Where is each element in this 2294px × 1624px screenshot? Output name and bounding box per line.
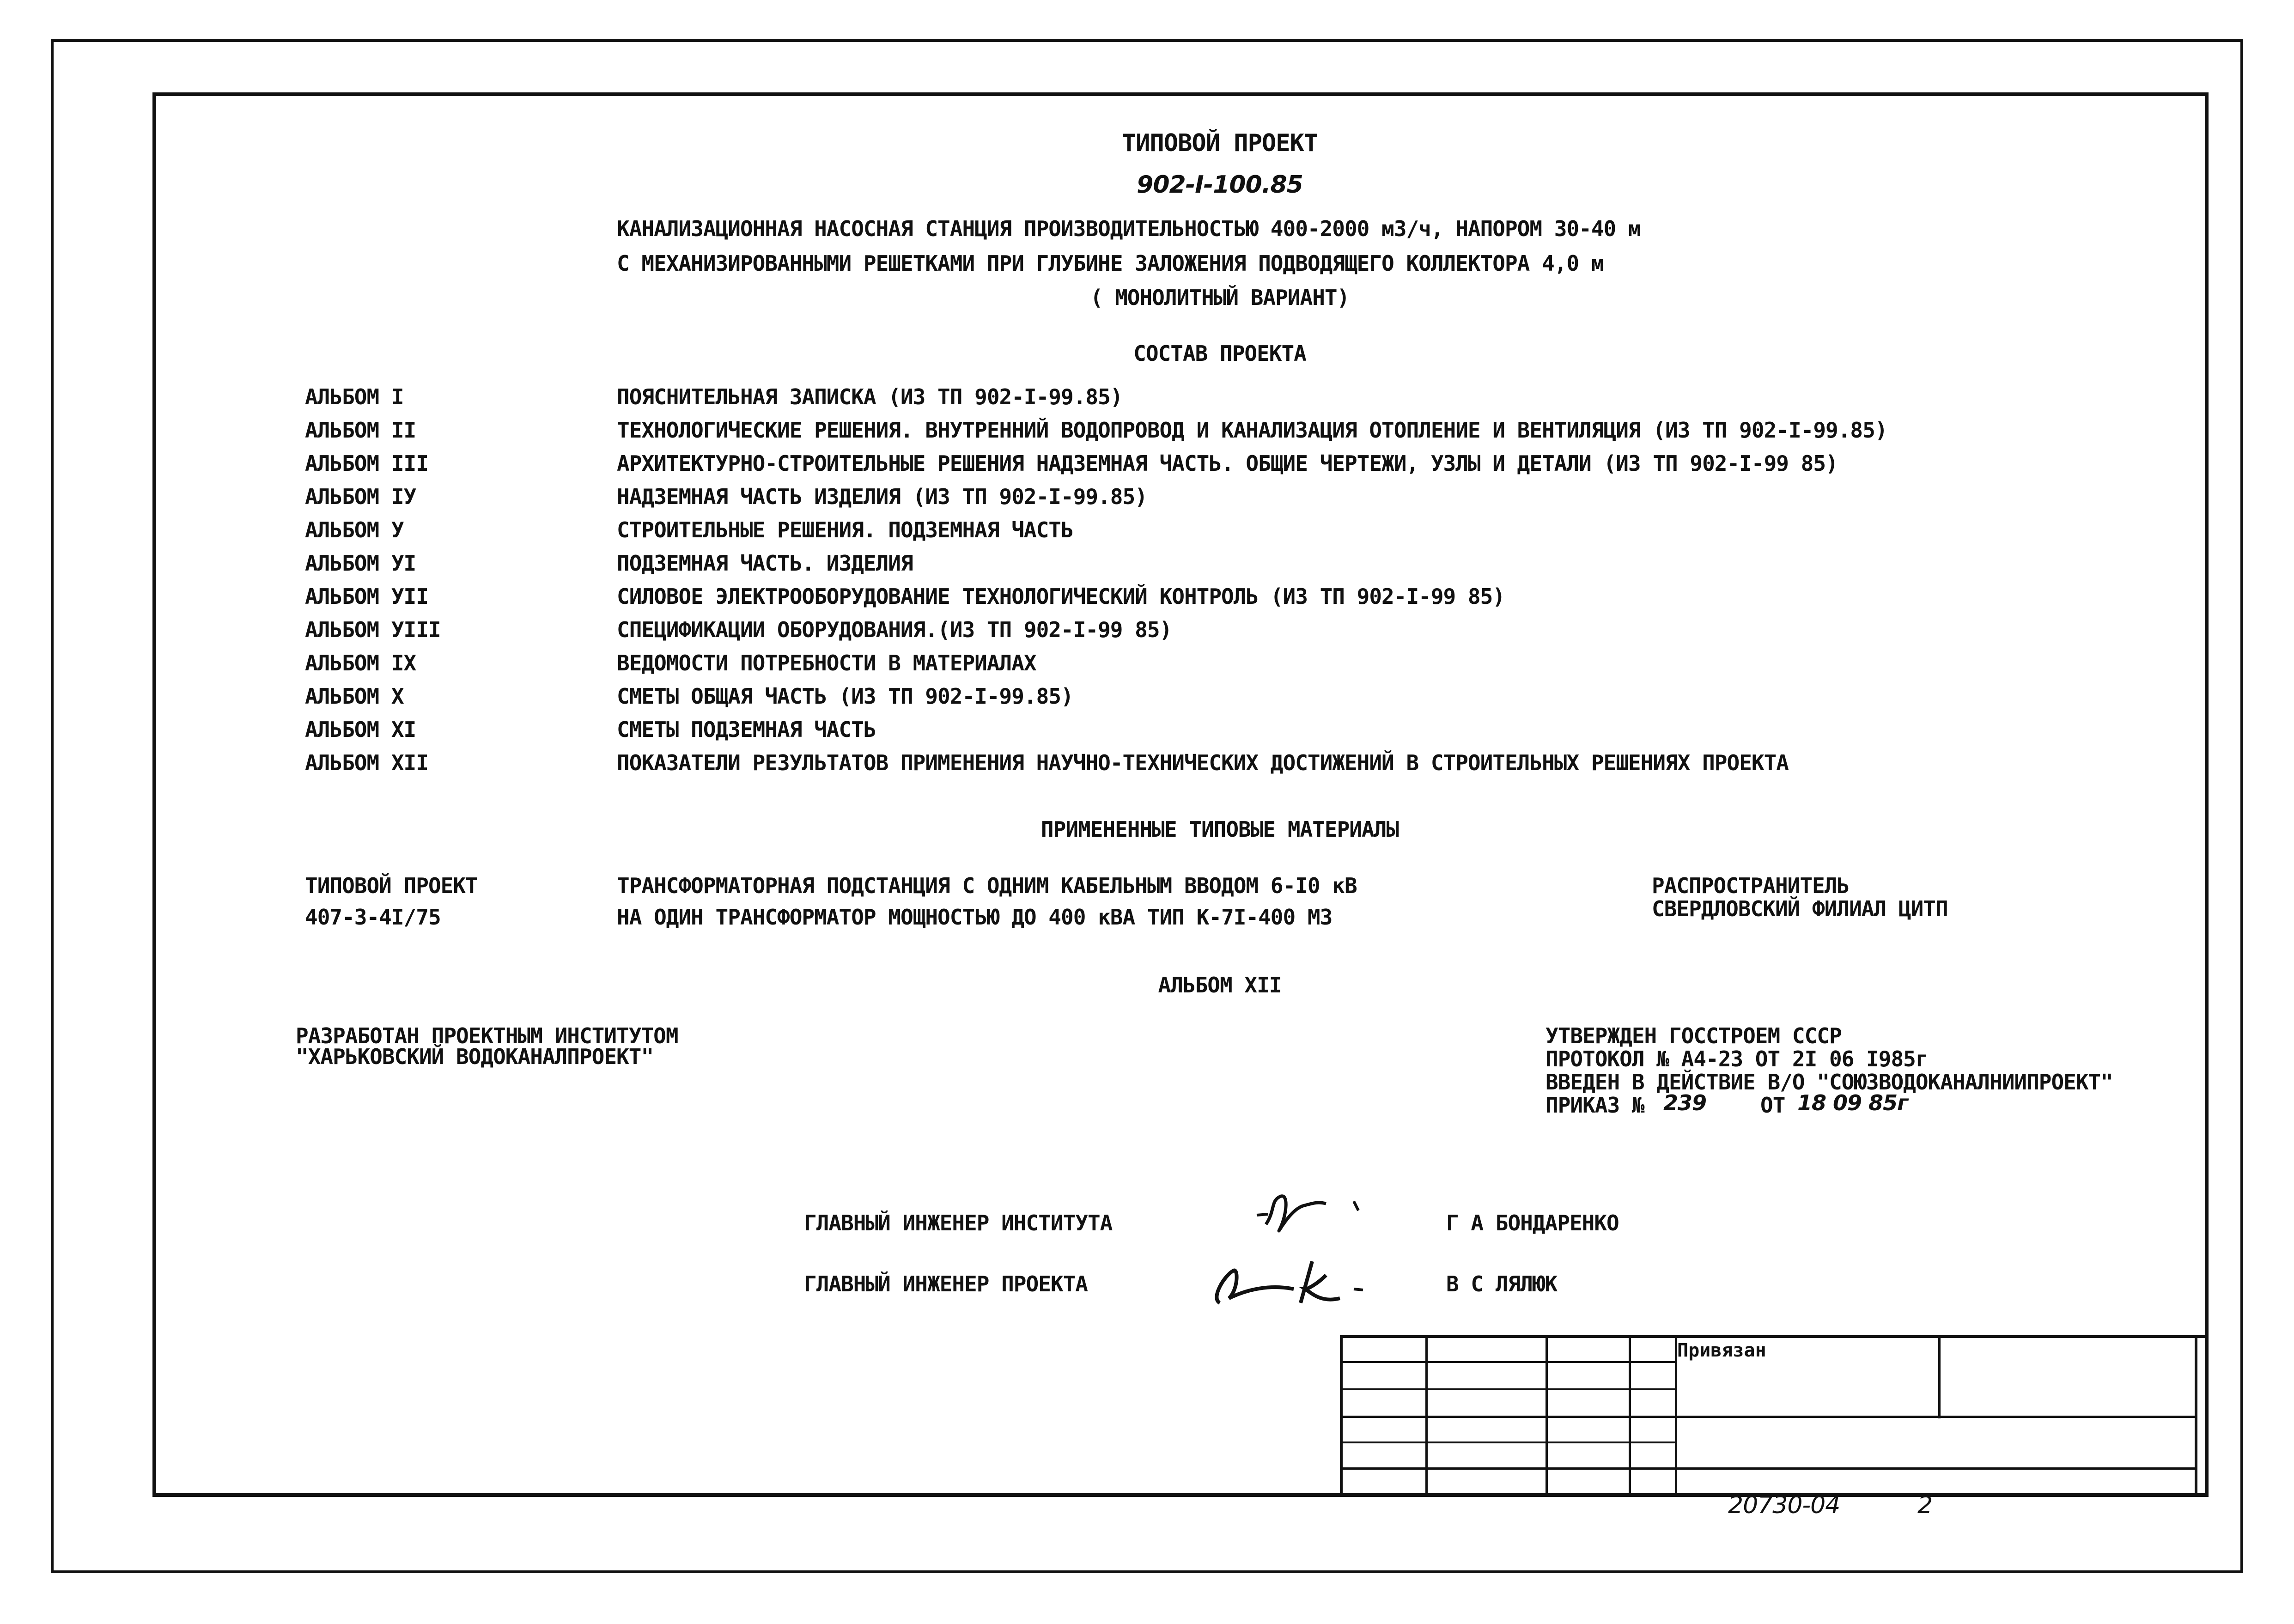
approval-line-3: ВВЕДЕН В ДЕЙСТВИЕ В/О "СОЮЗВОДОКАНАЛНИИПРОЕКТ": [1546, 1070, 2113, 1095]
composition-heading: СОСТАВ ПРОЕКТА: [1133, 341, 1306, 366]
project-kind: ТИПОВОЙ ПРОЕКТ: [1121, 129, 1318, 157]
album-desc: ПОЯСНИТЕЛЬНАЯ ЗАПИСКА (ИЗ ТП 902-I-99.85): [617, 384, 1123, 409]
album-desc: НАДЗЕМНАЯ ЧАСТЬ ИЗДЕЛИЯ (ИЗ ТП 902-I-99.85): [617, 484, 1147, 509]
sheet-code: 20730-04: [1728, 1491, 1840, 1519]
signature-mark-1: [1247, 1183, 1386, 1243]
title-line-2: С МЕХАНИЗИРОВАННЫМИ РЕШЕТКАМИ ПРИ ГЛУБИНЕ ЗАЛОЖЕНИЯ ПОДВОДЯЩЕГО КОЛЛЕКТОРА 4,0 м: [617, 251, 1604, 276]
approval-order-number: 239: [1663, 1090, 1707, 1115]
album-name: АЛЬБОМ I: [305, 384, 404, 409]
album-name: АЛЬБОМ У: [305, 517, 404, 542]
distributor-name: СВЕРДЛОВСКИЙ ФИЛИАЛ ЦИТП: [1652, 896, 1948, 921]
distributor-label: РАСПРОСТРАНИТЕЛЬ: [1652, 873, 1850, 898]
album-name: АЛЬБОМ УII: [305, 584, 428, 609]
album-desc: ПОДЗЕМНАЯ ЧАСТЬ. ИЗДЕЛИЯ: [617, 551, 913, 576]
album-desc: СМЕТЫ ПОДЗЕМНАЯ ЧАСТЬ: [617, 717, 876, 742]
album-name: АЛЬБОМ УIII: [305, 617, 441, 642]
developer-line-1: РАЗРАБОТАН ПРОЕКТНЫМ ИНСТИТУТОМ: [296, 1023, 678, 1048]
album-label: АЛЬБОМ XII: [1158, 973, 1282, 998]
album-name: АЛЬБОМ XI: [305, 717, 416, 742]
signature-role-2: ГЛАВНЫЙ ИНЖЕНЕР ПРОЕКТА: [804, 1271, 1088, 1296]
project-code: 902-I-100.85: [1137, 171, 1303, 199]
materials-desc-line-2: НА ОДИН ТРАНСФОРМАТОР МОЩНОСТЬЮ ДО 400 кВА ТИП К-7I-400 МЗ: [617, 905, 1333, 930]
album-name: АЛЬБОМ X: [305, 684, 404, 709]
approval-order-date: 18 09 85г: [1797, 1090, 1908, 1115]
signature-name-1: Г А БОНДАРЕНКО: [1446, 1210, 1619, 1235]
signature-name-2: В С ЛЯЛЮК: [1446, 1271, 1558, 1296]
album-desc: СПЕЦИФИКАЦИИ ОБОРУДОВАНИЯ.(ИЗ ТП 902-I-99 85): [617, 617, 1172, 642]
album-name: АЛЬБОМ II: [305, 418, 416, 443]
album-desc: ВЕДОМОСТИ ПОТРЕБНОСТИ В МАТЕРИАЛАХ: [617, 651, 1036, 675]
album-name: АЛЬБОМ XII: [305, 750, 428, 775]
signature-role-1: ГЛАВНЫЙ ИНЖЕНЕР ИНСТИТУТА: [804, 1210, 1113, 1235]
album-desc: ТЕХНОЛОГИЧЕСКИЕ РЕШЕНИЯ. ВНУТРЕННИЙ ВОДОПРОВОД И КАНАЛИЗАЦИЯ ОТОПЛЕНИЕ И ВЕНТИЛЯЦИЯ (ИЗ ТП 902-I-99.85): [617, 418, 1887, 443]
album-name: АЛЬБОМ III: [305, 451, 428, 476]
approval-order-prefix: ПРИКАЗ №: [1546, 1093, 1644, 1118]
stamp-bound-label: Привязан: [1677, 1340, 1766, 1361]
title-line-3: ( МОНОЛИТНЫЙ ВАРИАНТ): [1090, 285, 1350, 310]
approval-line-1: УТВЕРЖДЕН ГОССТРОЕМ СССР: [1546, 1023, 1842, 1048]
album-name: АЛЬБОМ IУ: [305, 484, 416, 509]
title-line-1: КАНАЛИЗАЦИОННАЯ НАСОСНАЯ СТАНЦИЯ ПРОИЗВОДИТЕЛЬНОСТЬЮ 400-2000 м3/ч, НАПОРОМ 30-40 м: [617, 216, 1641, 241]
sheet-number: 2: [1917, 1491, 1933, 1519]
album-desc: СМЕТЫ ОБЩАЯ ЧАСТЬ (ИЗ ТП 902-I-99.85): [617, 684, 1073, 709]
album-desc: СТРОИТЕЛЬНЫЕ РЕШЕНИЯ. ПОДЗЕМНАЯ ЧАСТЬ: [617, 517, 1073, 542]
album-desc: АРХИТЕКТУРНО-СТРОИТЕЛЬНЫЕ РЕШЕНИЯ НАДЗЕМНАЯ ЧАСТЬ. ОБЩИЕ ЧЕРТЕЖИ, УЗЛЫ И ДЕТАЛИ (ИЗ ТП 902-I-99 85): [617, 451, 1838, 476]
album-desc: СИЛОВОЕ ЭЛЕКТРООБОРУДОВАНИЕ ТЕХНОЛОГИЧЕСКИЙ КОНТРОЛЬ (ИЗ ТП 902-I-99 85): [617, 584, 1505, 609]
materials-heading: ПРИМЕНЕННЫЕ ТИПОВЫЕ МАТЕРИАЛЫ: [1041, 817, 1399, 842]
developer-line-2: "ХАРЬКОВСКИЙ ВОДОКАНАЛПРОЕКТ": [296, 1044, 654, 1069]
materials-desc-line-1: ТРАНСФОРМАТОРНАЯ ПОДСТАНЦИЯ С ОДНИМ КАБЕЛЬНЫМ ВВОДОМ 6-I0 кВ: [617, 873, 1357, 898]
signature-mark-2: [1201, 1247, 1395, 1312]
album-name: АЛЬБОМ IX: [305, 651, 416, 675]
album-name: АЛЬБОМ УI: [305, 551, 416, 576]
approval-order-from: ОТ: [1760, 1093, 1785, 1118]
materials-left-line-1: ТИПОВОЙ ПРОЕКТ: [305, 873, 478, 898]
materials-left-line-2: 407-3-4I/75: [305, 905, 441, 930]
approval-line-2: ПРОТОКОЛ № А4-23 ОТ 2I 06 I985г: [1546, 1046, 1928, 1071]
album-desc: ПОКАЗАТЕЛИ РЕЗУЛЬТАТОВ ПРИМЕНЕНИЯ НАУЧНО-ТЕХНИЧЕСКИХ ДОСТИЖЕНИЙ В СТРОИТЕЛЬНЫХ РЕШЕНИЯХ ПРОЕКТА: [617, 750, 1789, 775]
